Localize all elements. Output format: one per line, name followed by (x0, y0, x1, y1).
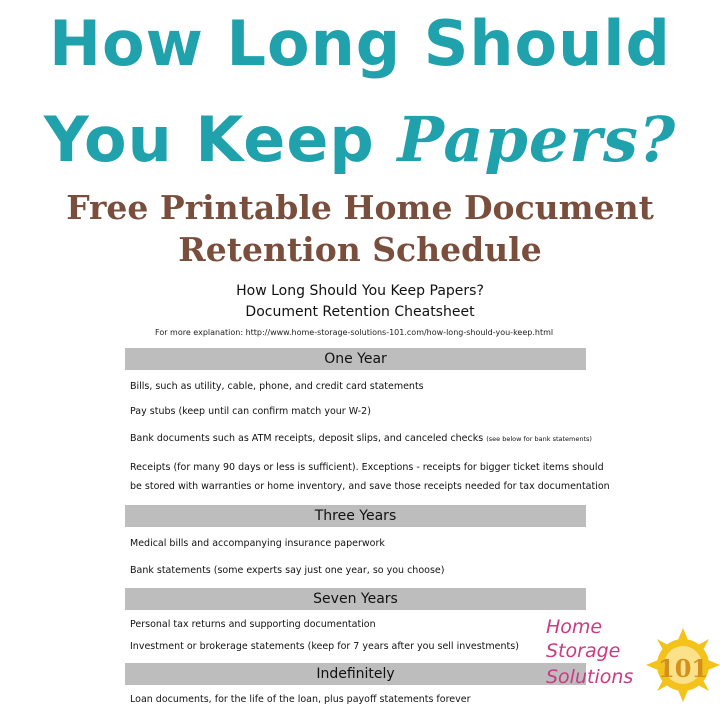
logo-word-home: Home (546, 616, 603, 638)
sheet-subtitle: Document Retention Cheatsheet (245, 304, 475, 320)
logo-word-solutions: Solutions (546, 666, 634, 688)
page-title-line-1: How Long Should (49, 7, 671, 80)
list-item-aside: (see below for bank statements) (486, 435, 592, 443)
list-item (130, 432, 592, 446)
subtitle-line-1: Free Printable Home Document (66, 188, 654, 227)
list-item: be stored with warranties or home inventory, and save those receipts needed for tax documentation (130, 481, 610, 492)
list-item: Loan documents, for the life of the loan, plus payoff statements forever (130, 694, 471, 705)
title-part-a: You Keep (43, 103, 398, 176)
page-title-line-2 (0, 100, 720, 180)
section-heading-seven-years: Seven Years (125, 588, 586, 610)
sheet-explanation-link[interactable]: For more explanation: http://www.home-storage-solutions-101.com/how-long-should-you-keep.html (155, 328, 554, 337)
list-item: Bank statements (some experts say just one year, so you choose) (130, 565, 445, 576)
list-item: Medical bills and accompanying insurance paperwork (130, 538, 385, 549)
list-item-text: Bank documents such as ATM receipts, deposit slips, and canceled checks (130, 433, 484, 444)
logo-number: 101 (658, 654, 709, 683)
subtitle-line-2: Retention Schedule (178, 230, 542, 269)
sheet-title: How Long Should You Keep Papers? (236, 283, 484, 299)
list-item: Bills, such as utility, cable, phone, and credit card statements (130, 381, 424, 392)
section-heading-indefinitely: Indefinitely (125, 663, 586, 685)
section-heading-three-years: Three Years (125, 505, 586, 527)
list-item: Investment or brokerage statements (keep for 7 years after you sell investments) (130, 641, 519, 652)
list-item: Pay stubs (keep until can confirm match your W-2) (130, 406, 371, 417)
home-storage-solutions-logo (540, 616, 720, 720)
list-item: Receipts (for many 90 days or less is sufficient). Exceptions - receipts for bigger ticket items should (130, 462, 604, 473)
logo-word-storage: Storage (546, 640, 621, 662)
section-heading-one-year: One Year (125, 348, 586, 370)
title-part-b: Papers? (397, 103, 677, 176)
list-item: Personal tax returns and supporting documentation (130, 619, 376, 630)
